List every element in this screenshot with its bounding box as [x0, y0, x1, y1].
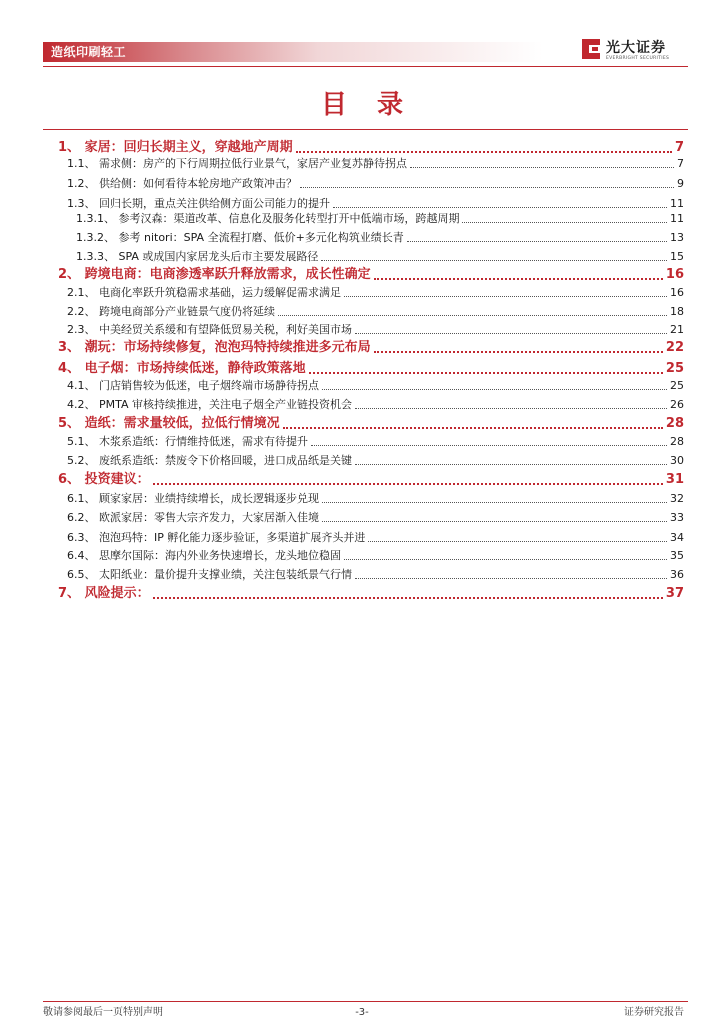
- toc-leader-dots: [153, 597, 663, 599]
- page-title: 目录: [320, 90, 433, 120]
- section-label: 造纸印刷轻工: [51, 45, 127, 59]
- toc-page-number: 22: [665, 340, 684, 355]
- toc-page-number: 7: [677, 157, 684, 170]
- toc-chapter[interactable]: [58, 471, 684, 489]
- toc-leader-dots: [296, 151, 672, 153]
- logo-name: 光大证券: [606, 40, 666, 56]
- toc-chapter[interactable]: [58, 415, 684, 433]
- toc-page-number: 28: [665, 416, 684, 431]
- toc-leader-dots: [374, 278, 663, 280]
- toc-leader-dots: [462, 222, 667, 223]
- toc-page-number: 21: [670, 323, 684, 336]
- toc-leader-dots: [344, 296, 667, 297]
- toc-section[interactable]: [67, 156, 684, 172]
- toc-entry-title: 3、 潮玩：市场持续修复，泡泡玛特持续推进多元布局: [58, 340, 371, 355]
- toc-leader-dots: [309, 372, 663, 374]
- toc-subsection[interactable]: [76, 211, 684, 227]
- toc-page-number: 28: [670, 435, 684, 448]
- toc-leader-dots: [374, 351, 663, 353]
- toc-subsection[interactable]: [76, 230, 684, 246]
- toc-section[interactable]: [67, 285, 684, 301]
- toc-entry-title: 4、 电子烟：市场持续低迷，静待政策落地: [58, 361, 306, 376]
- toc-page-number: 15: [670, 250, 684, 263]
- toc-section[interactable]: [67, 567, 684, 583]
- toc-leader-dots: [355, 464, 667, 465]
- toc-entry-title: 6.1、 顾家家居：业绩持续增长，成长逻辑逐步兑现: [67, 492, 319, 505]
- toc-leader-dots: [283, 427, 663, 429]
- toc-entry-title: 1.3.3、 SPA 或成国内家居龙头后市主要发展路径: [76, 250, 319, 263]
- logo-subtitle: EVERBRIGHT SECURITIES: [606, 56, 670, 61]
- toc-entry-title: 4.2、 PMTA 审核持续推进，关注电子烟全产业链投资机会: [67, 398, 352, 411]
- toc-entry-title: 6.4、 思摩尔国际：海内外业务快速增长，龙头地位稳固: [67, 549, 341, 562]
- toc-section[interactable]: [67, 434, 684, 450]
- toc-section[interactable]: [67, 530, 684, 546]
- toc-page-number: 36: [670, 568, 684, 581]
- toc-leader-dots: [355, 578, 667, 579]
- toc-page-number: 11: [670, 197, 684, 210]
- toc-chapter[interactable]: [58, 266, 684, 284]
- toc-leader-dots: [407, 241, 667, 242]
- toc-entry-title: 1.2、 供给侧：如何看待本轮房地产政策冲击？: [67, 177, 297, 190]
- toc-section[interactable]: [67, 304, 684, 320]
- toc-page-number: 26: [670, 398, 684, 411]
- toc-chapter[interactable]: [58, 360, 684, 378]
- toc-chapter[interactable]: [58, 139, 684, 157]
- toc-entry-title: 6、 投资建议：: [58, 472, 150, 487]
- toc-page-number: 7: [674, 140, 684, 155]
- toc-leader-dots: [410, 167, 674, 168]
- toc-chapter[interactable]: [58, 585, 684, 603]
- toc-leader-dots: [322, 502, 667, 503]
- toc-section[interactable]: [67, 378, 684, 394]
- footer-report-type: 证券研究报告: [624, 1007, 684, 1018]
- toc-entry-title: 6.3、 泡泡玛特：IP 孵化能力逐步验证，多渠道扩展齐头并进: [67, 531, 366, 544]
- footer-divider: [43, 1001, 688, 1002]
- toc-entry-title: 5、 造纸：需求量较低，拉低行情境况: [58, 416, 280, 431]
- toc-subsection[interactable]: [76, 249, 684, 265]
- toc-leader-dots: [333, 207, 667, 208]
- toc-entry-title: 7、 风险提示：: [58, 586, 150, 601]
- toc-page-number: 25: [670, 379, 684, 392]
- toc-page-number: 11: [670, 212, 684, 225]
- toc-chapter[interactable]: [58, 339, 684, 357]
- toc-entry-title: 2.3、 中美经贸关系缓和有望降低贸易关税，利好美国市场: [67, 323, 352, 336]
- toc-entry-title: 5.2、 废纸系造纸：禁废令下价格回暖，进口成品纸是关键: [67, 454, 352, 467]
- toc-entry-title: 5.1、 木浆系造纸：行情维持低迷，需求有待提升: [67, 435, 308, 448]
- toc-page-number: 30: [670, 454, 684, 467]
- toc-page-number: 34: [670, 531, 684, 544]
- toc-page-number: 25: [665, 361, 684, 376]
- toc-leader-dots: [355, 408, 667, 409]
- toc-entry-title: 1、 家居：回归长期主义，穿越地产周期: [58, 140, 293, 155]
- toc-entry-title: 2.1、 电商化率跃升筑稳需求基础，运力缓解促需求满足: [67, 286, 341, 299]
- toc-entry-title: 6.2、 欧派家居：零售大宗齐发力，大家居渐入佳境: [67, 511, 319, 524]
- toc-leader-dots: [344, 559, 667, 560]
- toc-leader-dots: [321, 260, 667, 261]
- toc-page-number: 35: [670, 549, 684, 562]
- toc-leader-dots: [153, 483, 663, 485]
- toc-entry-title: 1.3.2、 参考 nitori：SPA 全流程打磨、低价+多元化构筑业绩长青: [76, 231, 404, 244]
- toc-page-number: 32: [670, 492, 684, 505]
- toc-page-number: 31: [665, 472, 684, 487]
- toc-page-number: 37: [665, 586, 684, 601]
- toc-entry-title: 2、 跨境电商：电商渗透率跃升释放需求，成长性确定: [58, 267, 371, 282]
- toc-entry-title: 4.1、 门店销售较为低迷，电子烟终端市场静待拐点: [67, 379, 319, 392]
- toc-section[interactable]: [67, 397, 684, 413]
- toc-leader-dots: [322, 389, 667, 390]
- toc-page-number: 16: [670, 286, 684, 299]
- toc-leader-dots: [322, 521, 667, 522]
- toc-page-number: 13: [670, 231, 684, 244]
- toc-entry-title: 2.2、 跨境电商部分产业链景气度仍将延续: [67, 305, 275, 318]
- toc-leader-dots: [355, 333, 667, 334]
- toc-entry-title: 1.3、 回归长期，重点关注供给侧方面公司能力的提升: [67, 197, 330, 210]
- footer-page-number: -3-: [355, 1007, 369, 1018]
- toc-page-number: 33: [670, 511, 684, 524]
- toc-page-number: 18: [670, 305, 684, 318]
- toc-leader-dots: [278, 315, 667, 316]
- toc-section[interactable]: [67, 491, 684, 507]
- toc-section[interactable]: [67, 510, 684, 526]
- toc-page-number: 9: [677, 177, 684, 190]
- toc-leader-dots: [368, 541, 667, 542]
- toc-entry-title: 6.5、 太阳纸业：量价提升支撑业绩，关注包装纸景气行情: [67, 568, 352, 581]
- toc-section[interactable]: [67, 176, 684, 192]
- toc-entry-title: 1.1、 需求侧：房产的下行周期拉低行业景气，家居产业复苏静待拐点: [67, 157, 407, 170]
- toc-section[interactable]: [67, 322, 684, 338]
- toc-entry-title: 1.3.1、 参考汉森：渠道改革、信息化及服务化转型打开中低端市场，跨越周期: [76, 212, 460, 225]
- toc-section[interactable]: [67, 453, 684, 469]
- toc-section[interactable]: [67, 548, 684, 564]
- footer-disclaimer: 敬请参阅最后一页特别声明: [43, 1007, 163, 1018]
- toc-leader-dots: [300, 187, 674, 188]
- toc-section[interactable]: [67, 196, 684, 212]
- toc-leader-dots: [311, 445, 667, 446]
- toc-page-number: 16: [665, 267, 684, 282]
